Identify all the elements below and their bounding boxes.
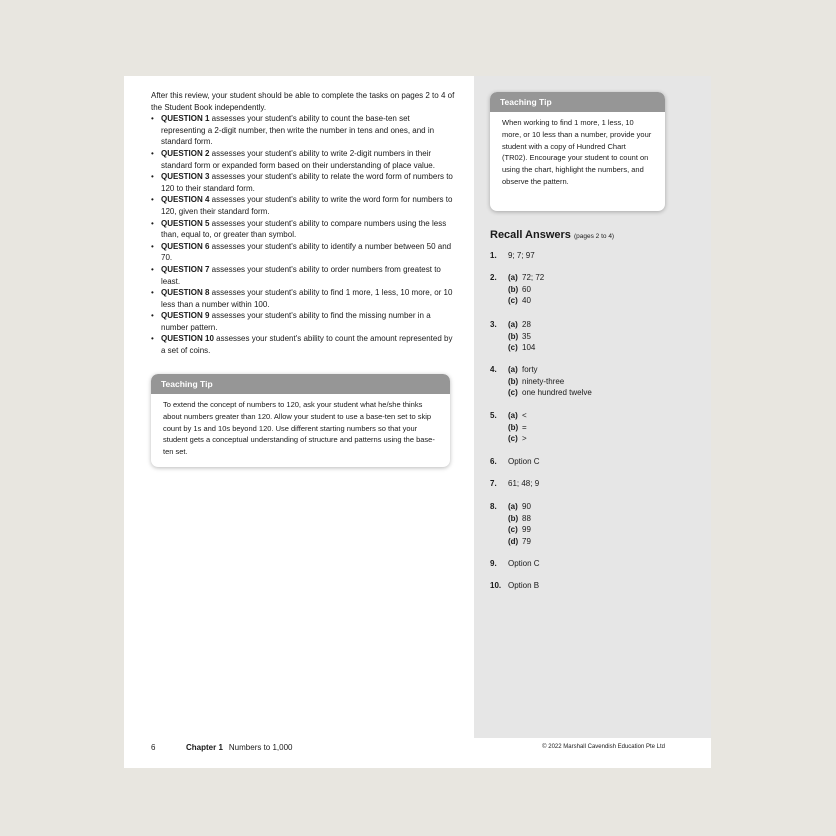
part-label: (a) <box>508 502 518 511</box>
recall-heading <box>490 229 614 241</box>
answer-content <box>508 558 540 570</box>
part-value: 60 <box>522 284 531 294</box>
question-note <box>151 264 456 287</box>
part-label: (c) <box>508 296 518 305</box>
page-footer <box>124 738 711 768</box>
question-note <box>151 171 456 194</box>
chapter-number: Chapter 1 <box>186 743 223 752</box>
copyright: © 2022 Marshall Cavendish Education Pte Ltd <box>542 744 665 750</box>
answer-number: 9. <box>490 559 497 568</box>
intro-lead: After this review, your student should be able to complete the tasks on pages 2 to 4 of the Student Book independently. <box>151 91 455 112</box>
question-text: assesses your student's ability to identify a number between 50 and 70. <box>161 241 452 263</box>
answer-part <box>508 410 527 422</box>
question-note <box>151 194 456 217</box>
part-value: 35 <box>522 331 531 341</box>
answer-part <box>508 376 592 388</box>
part-value: 72; 72 <box>522 273 545 282</box>
question-text: assesses your student's ability to find the missing number in a number pattern. <box>161 311 431 332</box>
question-note <box>151 333 456 356</box>
part-value: 88 <box>522 513 531 523</box>
question-label: QUESTION 3 <box>161 172 210 182</box>
answer-part <box>508 319 535 331</box>
question-note <box>151 241 456 264</box>
part-label: (a) <box>508 273 518 282</box>
answer-part <box>508 331 535 343</box>
part-label: (b) <box>508 331 519 341</box>
answer-text: Option C <box>508 559 540 568</box>
answer-part <box>508 536 531 548</box>
part-value: one hundred twelve <box>522 388 592 397</box>
answer-number: 5. <box>490 411 497 420</box>
answer-text: 61; 48; 9 <box>508 479 540 488</box>
answer-part <box>508 342 535 354</box>
workbook-page <box>124 76 711 768</box>
answer-number: 7. <box>490 479 497 488</box>
part-label: (b) <box>508 422 519 432</box>
answer-part <box>508 524 531 536</box>
part-value: 104 <box>522 343 536 352</box>
question-note <box>151 287 456 310</box>
answer-number: 1. <box>490 251 497 260</box>
part-value: 28 <box>522 320 531 329</box>
answer-number: 2. <box>490 273 497 282</box>
question-label: QUESTION 8 <box>161 288 210 298</box>
question-label: QUESTION 2 <box>161 148 210 158</box>
part-label: (d) <box>508 536 519 546</box>
question-note <box>151 218 456 241</box>
answer-part <box>508 272 544 284</box>
answer-content <box>508 478 539 490</box>
tip-title: Teaching Tip <box>490 92 665 112</box>
question-text: assesses your student's ability to compare numbers using the less than, equal to, or greater than symbol. <box>161 218 447 240</box>
answer-content <box>508 319 535 354</box>
tip-body: When working to find 1 more, 1 less, 10 more, or 10 less than a number, provide your student with a copy of Hundred Chart (TR02). Encourage your student to count on using the chart, highlight the numbers, and observe the pattern. <box>502 118 652 186</box>
part-value: > <box>522 434 527 443</box>
answer-content <box>508 364 592 399</box>
answer-part <box>508 387 592 399</box>
review-notes <box>151 90 456 357</box>
part-value: ninety-three <box>522 376 565 386</box>
question-text: assesses your student's ability to find 1 more, 1 less, 10 more, or 10 less than a number within 100. <box>161 288 453 309</box>
answer-part <box>508 295 544 307</box>
part-value: 79 <box>522 536 531 546</box>
part-value: = <box>522 422 527 432</box>
part-label: (c) <box>508 434 518 443</box>
part-label: (c) <box>508 388 518 397</box>
answer-number: 4. <box>490 365 497 374</box>
part-value: < <box>522 411 527 420</box>
part-label: (a) <box>508 320 518 329</box>
part-label: (a) <box>508 365 518 374</box>
answer-part <box>508 364 592 376</box>
question-label: QUESTION 4 <box>161 195 210 205</box>
question-label: QUESTION 7 <box>161 264 210 274</box>
question-note <box>151 148 456 171</box>
question-label: QUESTION 9 <box>161 311 210 321</box>
teaching-tip-right <box>490 92 665 211</box>
recall-subtitle: (pages 2 to 4) <box>573 233 615 240</box>
question-list <box>151 113 456 356</box>
part-label: (b) <box>508 513 519 523</box>
answer-number: 6. <box>490 457 497 466</box>
answer-number: 10. <box>490 581 502 590</box>
teaching-tip-left <box>151 374 450 467</box>
question-text: assesses your student's ability to write 2-digit numbers in their standard form or expanded form based on their understanding of place value. <box>161 148 435 170</box>
question-text: assesses your student's ability to relate the word form of numbers to 120 to their standard form. <box>161 172 453 193</box>
question-label: QUESTION 1 <box>161 114 210 124</box>
answer-text: 9; 7; 97 <box>508 251 535 260</box>
part-label: (a) <box>508 411 518 420</box>
part-label: (c) <box>508 343 518 352</box>
question-text: assesses your student's ability to order numbers from greatest to least. <box>161 264 441 286</box>
answer-part <box>508 433 527 445</box>
answer-content <box>508 580 539 592</box>
answer-content <box>508 501 531 547</box>
answer-part <box>508 501 531 513</box>
answer-part <box>508 284 544 296</box>
page-number: 6 <box>151 743 156 752</box>
question-note <box>151 113 456 148</box>
answer-number: 8. <box>490 502 497 511</box>
question-note <box>151 310 456 333</box>
answer-content <box>508 272 544 307</box>
answer-number: 3. <box>490 320 497 329</box>
question-text: assesses your student's ability to count the amount represented by a set of coins. <box>161 334 453 356</box>
part-value: 99 <box>522 525 531 534</box>
answer-content <box>508 250 535 262</box>
part-value: 40 <box>522 296 531 305</box>
tip-title: Teaching Tip <box>151 374 450 394</box>
part-label: (b) <box>508 284 519 294</box>
part-label: (c) <box>508 525 518 534</box>
chapter-title: Numbers to 1,000 <box>228 743 293 752</box>
recall-title: Recall Answers <box>490 229 571 241</box>
answer-text: Option B <box>508 581 540 590</box>
chapter-label <box>186 743 293 752</box>
question-label: QUESTION 10 <box>161 334 214 344</box>
answer-text: Option C <box>508 457 540 466</box>
part-label: (b) <box>508 376 519 386</box>
question-label: QUESTION 5 <box>161 218 210 228</box>
answer-part <box>508 422 527 434</box>
question-text: assesses your student's ability to write the word form for numbers to 120, given their standard form. <box>161 195 453 216</box>
question-label: QUESTION 6 <box>161 241 210 251</box>
answer-content <box>508 410 527 445</box>
part-value: forty <box>522 365 538 374</box>
question-text: assesses your student's ability to count the base-ten set representing a 2-digit number, then write the number in tens and ones, and in standard form. <box>161 114 435 147</box>
answer-content <box>508 456 540 468</box>
tip-body: To extend the concept of numbers to 120, ask your student what he/she thinks about numbers greater than 120. Allow your student to use a base-ten set to skip count by 1s and 10s beyond 120. Use different starting numbers so that your student gets a conceptual understanding of structure and patterns using the base-ten set. <box>163 400 435 457</box>
part-value: 90 <box>522 502 531 511</box>
answer-part <box>508 513 531 525</box>
